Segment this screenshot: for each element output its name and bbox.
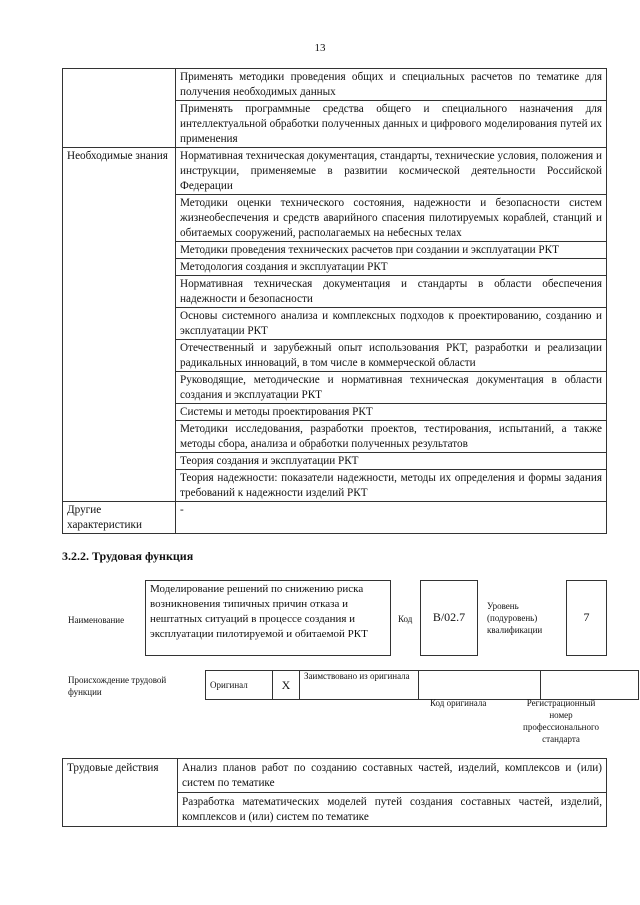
row-item: Системы и методы проектирования РКТ	[176, 404, 607, 421]
original-mark: X	[273, 671, 300, 700]
row-label: Другие характеристики	[63, 502, 176, 534]
row-item: Применять программные средства общего и специального назначения для интеллектуальной обработки полученных данных и цифрового моделирования путей их применения	[176, 101, 607, 148]
row-item: -	[176, 502, 607, 534]
code-original-box	[419, 671, 541, 700]
row-label	[63, 69, 176, 148]
borrowed-cell: Заимствовано из оригинала	[300, 671, 419, 700]
code-value-box: B/02.7	[420, 580, 478, 656]
row-item: Теория создания и эксплуатации РКТ	[176, 453, 607, 470]
function-name-box: Моделирование решений по снижению риска возникновения типичных причин отказа и нештатных ситуаций в процессе создания и эксплуатации пилотируемой и обитаемой РКТ	[145, 580, 391, 656]
level-value-box: 7	[566, 580, 607, 656]
section-title: 3.2.2. Трудовая функция	[62, 549, 194, 563]
labor-actions-table	[62, 758, 607, 827]
row-item: Разработка математических моделей путей создания составных частей, изделий, комплексов и (или) систем по тематике	[178, 793, 607, 827]
row-item: Нормативная техническая документация и стандарты в области обеспечения надежности и безопасности	[176, 276, 607, 308]
row-item: Руководящие, методические и нормативная техническая документация в области создания и эксплуатации РКТ	[176, 372, 607, 404]
code-label: Код	[398, 614, 413, 624]
name-label: Наименование	[68, 615, 125, 625]
row-item: Применять методики проведения общих и специальных расчетов по тематике для получения необходимых данных	[176, 69, 607, 101]
requirements-table	[62, 68, 607, 534]
page-number: 13	[314, 42, 326, 54]
table-row	[63, 502, 607, 534]
code-original-label: Код оригинала	[430, 698, 487, 708]
table-row	[63, 148, 607, 195]
row-item: Анализ планов работ по созданию составных частей, изделий, комплексов и (или) систем по тематике	[178, 759, 607, 793]
table-row	[63, 69, 607, 101]
row-label: Трудовые действия	[63, 759, 178, 827]
row-item: Методология создания и эксплуатации РКТ	[176, 259, 607, 276]
row-item: Теория надежности: показатели надежности, методы их определения и формы задания требований к надежности изделий РКТ	[176, 470, 607, 502]
original-cell: Оригинал	[206, 671, 273, 700]
table-row	[63, 759, 607, 793]
origin-label: Происхождение трудовой функции	[68, 675, 167, 697]
row-item: Нормативная техническая документация, стандарты, технические условия, положения и инструкции, применяемые в развитии космической деятельности Российской Федерации	[176, 148, 607, 195]
row-item: Основы системного анализа и комплексных подходов к проектированию, созданию и эксплуатации РКТ	[176, 308, 607, 340]
row-item: Методики исследования, разработки проектов, тестирования, испытаний, а также методы сбора, анализа и обработки полученных результатов	[176, 421, 607, 453]
reg-number-label: Регистрационный номер профессионального стандарта	[523, 698, 599, 744]
origin-table	[205, 670, 639, 700]
row-item: Методики оценки технического состояния, надежности и безопасности систем жизнеобеспечения и средств аварийного спасения пилотируемых кораблей, станций и обитаемых сооружений, располагаемых на небесных телах	[176, 195, 607, 242]
row-item: Методики проведения технических расчетов при создании и эксплуатации РКТ	[176, 242, 607, 259]
level-label: Уровень (подуровень) квалификации	[487, 601, 543, 635]
row-item: Отечественный и зарубежный опыт использования РКТ, разработки и реализации радикальных инноваций, в том числе в коммерческой области	[176, 340, 607, 372]
reg-number-box	[541, 671, 639, 700]
row-label: Необходимые знания	[63, 148, 176, 502]
